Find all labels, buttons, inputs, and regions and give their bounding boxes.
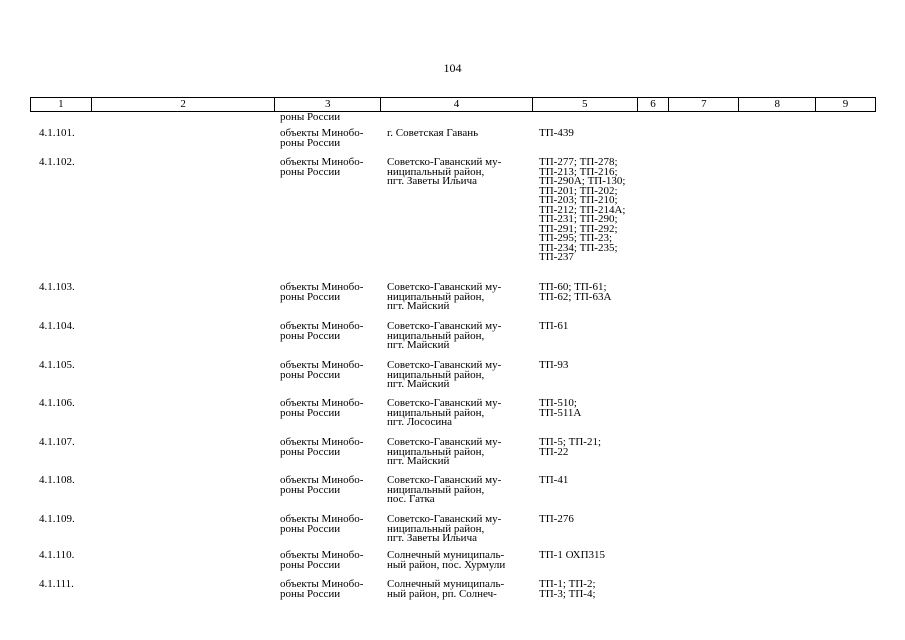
substation-cell-line: ТП-276 — [539, 513, 574, 525]
substation-cell-line: ТП-41 — [539, 474, 569, 486]
substation-cell-line: ТП-511А — [539, 406, 582, 419]
location-cell-line: ниципальный район, — [387, 483, 485, 496]
location-cell-line: Советско-Гаванский му- — [387, 156, 502, 168]
location-cell-line: Солнечный муниципаль- — [387, 549, 505, 561]
substation-cell — [539, 129, 574, 139]
substation-cell — [539, 580, 596, 599]
object-cell-line: роны России — [280, 165, 341, 178]
header-col-7: 7 — [669, 98, 739, 111]
location-cell-line: пос. Гатка — [387, 493, 435, 505]
header-col-5: 5 — [533, 98, 638, 111]
substation-cell — [539, 322, 568, 332]
location-cell — [387, 580, 504, 599]
row-number: 4.1.106. — [39, 397, 75, 409]
location-cell — [387, 476, 501, 505]
object-cell — [280, 361, 363, 380]
object-cell-line: роны России — [280, 445, 341, 458]
row-number: 4.1.104. — [39, 320, 75, 332]
substation-cell-line: ТП-61 — [539, 320, 569, 332]
location-cell-line: ниципальный район, — [387, 522, 485, 535]
substation-cell-line: ТП-1 ОХП315 — [539, 549, 606, 561]
location-cell-line: пгт. Майский — [387, 378, 450, 390]
location-cell-line: г. Советская Гавань — [387, 127, 479, 139]
location-cell-line: пгт. Майский — [387, 455, 450, 467]
object-cell-line: роны России — [280, 111, 341, 123]
substation-cell-line: ТП-1; ТП-2; — [539, 578, 596, 590]
substation-cell-line: ТП-203; ТП-210; — [539, 194, 618, 206]
substation-cell-line: ТП-510; — [539, 397, 577, 409]
object-cell-line: объекты Минобо- — [280, 436, 364, 448]
location-cell — [387, 438, 501, 467]
substation-cell-line: ТП-213; ТП-216; — [539, 165, 618, 178]
row-number: 4.1.101. — [39, 127, 75, 139]
substation-cell-line: ТП-93 — [539, 359, 569, 371]
row-number: 4.1.107. — [39, 436, 75, 448]
location-cell-line: ниципальный район, — [387, 445, 485, 458]
header-col-8: 8 — [739, 98, 816, 111]
row-number: 4.1.111. — [39, 578, 74, 590]
object-cell-line: объекты Минобо- — [280, 281, 364, 293]
substation-cell-line: ТП-212; ТП-214А; — [539, 203, 626, 216]
substation-cell-line: ТП-290А; ТП-130; — [539, 175, 626, 187]
substation-cell-line: ТП-3; ТП-4; — [539, 587, 596, 600]
location-cell-line: ниципальный район, — [387, 406, 485, 419]
substation-cell — [539, 551, 605, 561]
substation-cell-line: ТП-60; ТП-61; — [539, 281, 607, 293]
substation-cell-line: ТП-439 — [539, 127, 574, 139]
object-cell — [280, 476, 363, 495]
object-cell-line: роны России — [280, 406, 341, 419]
object-cell — [280, 515, 363, 534]
location-cell-line: ниципальный район, — [387, 368, 485, 381]
substation-cell — [539, 283, 611, 302]
object-cell — [280, 580, 363, 599]
substation-cell — [539, 361, 568, 371]
location-cell — [387, 158, 501, 187]
location-cell — [387, 283, 501, 312]
row-number: 4.1.103. — [39, 281, 75, 293]
object-cell-line: роны России — [280, 290, 341, 303]
row-number: 4.1.110. — [39, 549, 75, 561]
location-cell-line: Советско-Гаванский му- — [387, 359, 502, 371]
object-cell-line: объекты Минобо- — [280, 320, 364, 332]
substation-cell-line: ТП-201; ТП-202; — [539, 184, 618, 197]
substation-cell — [539, 158, 625, 263]
object-cell-line: роны России — [280, 522, 341, 535]
object-cell-line: роны России — [280, 587, 341, 600]
row-number: 4.1.109. — [39, 513, 75, 525]
location-cell — [387, 551, 505, 570]
object-cell-line: объекты Минобо- — [280, 156, 364, 168]
object-cell-line: роны России — [280, 368, 341, 381]
location-cell-line: пгт. Майский — [387, 300, 450, 312]
location-cell-line: пгт. Заветы Ильича — [387, 532, 477, 544]
location-cell-line: Советско-Гаванский му- — [387, 513, 502, 525]
location-cell — [387, 129, 478, 139]
object-cell-line: роны России — [280, 136, 341, 149]
object-cell — [280, 129, 363, 148]
object-cell-line: объекты Минобо- — [280, 578, 364, 590]
object-cell-line: объекты Минобо- — [280, 474, 364, 486]
object-cell — [280, 399, 363, 418]
object-cell-line: роны России — [280, 558, 341, 571]
location-cell-line: Советско-Гаванский му- — [387, 436, 502, 448]
substation-cell — [539, 515, 574, 525]
location-cell-line: ниципальный район, — [387, 329, 485, 342]
substation-cell-line: ТП-237 — [539, 251, 574, 263]
substation-cell-line: ТП-295; ТП-23; — [539, 232, 613, 244]
object-cell-line: роны России — [280, 483, 341, 496]
location-cell-line: ный район, пос. Хурмули — [387, 558, 506, 571]
object-cell — [280, 438, 363, 457]
location-cell-line: пгт. Лососина — [387, 416, 453, 428]
location-cell-line: пгт. Заветы Ильича — [387, 175, 477, 187]
header-col-2: 2 — [92, 98, 276, 111]
object-cell — [280, 322, 363, 341]
object-cell — [280, 158, 363, 177]
object-cell — [280, 113, 340, 123]
substation-cell-line: ТП-231; ТП-290; — [539, 213, 618, 225]
substation-cell-line: ТП-234; ТП-235; — [539, 241, 618, 254]
substation-cell — [539, 399, 581, 418]
location-cell-line: ниципальный район, — [387, 290, 485, 303]
header-col-4: 4 — [381, 98, 533, 111]
substation-cell-line: ТП-62; ТП-63А — [539, 290, 612, 303]
location-cell-line: пгт. Майский — [387, 339, 450, 351]
substation-cell — [539, 476, 568, 486]
location-cell-line: Советско-Гаванский му- — [387, 281, 502, 293]
location-cell-line: Солнечный муниципаль- — [387, 578, 505, 590]
object-cell — [280, 283, 363, 302]
object-cell-line: роны России — [280, 329, 341, 342]
header-col-1: 1 — [31, 98, 92, 111]
header-col-3: 3 — [275, 98, 381, 111]
object-cell-line: объекты Минобо- — [280, 513, 364, 525]
substation-cell-line: ТП-277; ТП-278; — [539, 156, 618, 168]
location-cell-line: ный район, рп. Солнеч- — [387, 587, 497, 600]
header-col-6: 6 — [638, 98, 670, 111]
object-cell-line: объекты Минобо- — [280, 127, 364, 139]
location-cell — [387, 322, 501, 351]
location-cell-line: Советско-Гаванский му- — [387, 474, 502, 486]
object-cell-line: объекты Минобо- — [280, 359, 364, 371]
location-cell — [387, 515, 501, 544]
header-col-9: 9 — [842, 98, 849, 110]
location-cell-line: Советско-Гаванский му- — [387, 397, 502, 409]
substation-cell-line: ТП-291; ТП-292; — [539, 222, 618, 235]
location-cell — [387, 399, 501, 428]
substation-cell-line: ТП-5; ТП-21; — [539, 436, 602, 448]
location-cell — [387, 361, 501, 390]
location-cell-line: ниципальный район, — [387, 165, 485, 178]
row-number: 4.1.102. — [39, 156, 75, 168]
row-number: 4.1.108. — [39, 474, 75, 486]
page-number: 104 — [443, 61, 462, 75]
location-cell-line: Советско-Гаванский му- — [387, 320, 502, 332]
substation-cell — [539, 438, 601, 457]
object-cell-line: объекты Минобо- — [280, 549, 364, 561]
substation-cell-line: ТП-22 — [539, 445, 569, 458]
row-number: 4.1.105. — [39, 359, 75, 371]
object-cell-line: объекты Минобо- — [280, 397, 364, 409]
object-cell — [280, 551, 363, 570]
